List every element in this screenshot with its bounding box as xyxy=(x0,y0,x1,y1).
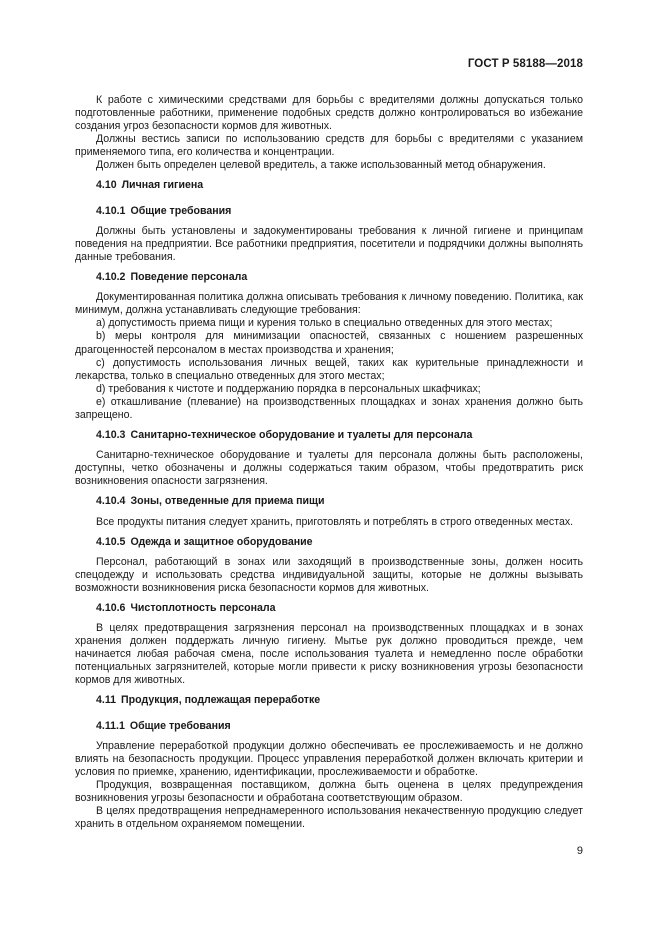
section-heading-4-10-5 xyxy=(75,536,583,549)
section-title: Зоны, отведенные для приема пищи xyxy=(130,495,325,508)
section-number: 4.10.6 xyxy=(96,602,126,614)
section-title: Личная гигиена xyxy=(121,178,204,191)
paragraph: К работе с химическими средствами для борьбы с вредителями должны допускаться только подготовленные работники, применение подобных средств должно контролироваться во избежание создания угроз безопасности кормов для животных. xyxy=(75,94,583,133)
list-item: a) допустимость приема пищи и курения только в специально отведенных для этого местах; xyxy=(96,317,553,330)
section-number: 4.10.5 xyxy=(96,535,126,548)
section-heading-4-10-2 xyxy=(75,271,583,284)
section-number: 4.10.1 xyxy=(96,204,126,217)
section-number: 4.10.4 xyxy=(96,495,126,508)
section-number: 4.10 xyxy=(96,178,117,191)
page-number: 9 xyxy=(576,845,583,857)
section-heading-4-10-6 xyxy=(75,602,583,615)
paragraph: Продукция, возвращенная поставщиком, должна быть оценена в целях предупреждения возникновения угрозы безопасности и обработана соответствующим образом. xyxy=(75,779,583,805)
section-heading-4-10-4 xyxy=(75,495,583,508)
document-body xyxy=(75,94,583,831)
paragraph: Персонал, работающий в зонах или заходящий в производственные зоны, должен носить спецодежду и использовать средства индивидуальной защиты, которые не должны вызывать возможности возникновения риска безопасности кормов для животных. xyxy=(75,555,583,594)
section-title: Санитарно-техническое оборудование и туалеты для персонала xyxy=(130,429,473,442)
section-heading-4-11-1 xyxy=(75,720,583,733)
section-title: Поведение персонала xyxy=(130,271,248,284)
section-number: 4.11 xyxy=(96,693,117,706)
paragraph: Должны вестись записи по использованию средств для борьбы с вредителями с указанием применяемого типа, его количества и концентрации. xyxy=(75,133,583,159)
section-heading-4-10 xyxy=(75,179,583,192)
paragraph: В целях предотвращения непреднамеренного использования некачественную продукцию следует хранить в отдельном охраняемом помещении. xyxy=(75,805,583,831)
paragraph: Управление переработкой продукции должно обеспечивать ее прослеживаемость и не должно влиять на безопасность продукции. Процесс управления переработкой должен включать критерии и условия по приемке, хранению, идентификации, прослеживаемости и обработке. xyxy=(75,739,583,778)
section-number: 4.10.3 xyxy=(96,429,126,442)
list-item: e) откашливание (плевание) на производственных площадках и зонах хранения должно быть запрещено. xyxy=(75,395,583,421)
list-item: d) требования к чистоте и поддержанию порядка в персональных шкафчиках; xyxy=(96,382,481,395)
list-item: b) меры контроля для минимизации опасностей, связанных с ношением разрешенных драгоценностей персоналом в местах производства и хранения; xyxy=(75,330,583,356)
list-item: c) допустимость использования личных вещей, таких как курительные принадлежности и лекарства, только в специально отведенных для этого местах; xyxy=(75,356,583,382)
section-number: 4.11.1 xyxy=(96,719,125,732)
section-heading-4-11 xyxy=(75,694,583,707)
section-title: Продукция, подлежащая переработке xyxy=(121,693,321,706)
section-title: Чистоплотность персонала xyxy=(130,602,276,614)
paragraph: Санитарно-техническое оборудование и туалеты для персонала должны быть расположены, доступны, четко обозначены и должны содержаться таким образом, чтобы предотвратить риск возникновения опасности загрязнения. xyxy=(75,449,583,488)
section-title: Одежда и защитное оборудование xyxy=(130,535,313,548)
section-heading-4-10-3 xyxy=(75,429,583,442)
standard-number: ГОСТ Р 58188—2018 xyxy=(467,58,583,70)
paragraph: В целях предотвращения загрязнения персонал на производственных площадках и в зонах хранения должен поддержать личную гигиену. Мытье рук должно проводиться прежде, чем начинается любая рабочая смена, после использования туалета и немедленно после обработки потенциальных загрязнителей, которые могли привести к риску возникновения угрозы безопасности кормов для животных. xyxy=(75,622,583,687)
section-heading-4-10-1 xyxy=(75,205,583,218)
paragraph: Все продукты питания следует хранить, приготовлять и потреблять в строго отведенных местах. xyxy=(96,515,574,528)
paragraph: Должны быть установлены и задокументированы требования к личной гигиене и принципам поведения на предприятии. Все работники предприятия, посетители и подрядчики должны выполнять данные требования. xyxy=(75,224,583,263)
paragraph: Документированная политика должна описывать требования к личному поведению. Политика, как минимум, должна устанавливать следующие требования: xyxy=(75,291,583,317)
section-title: Общие требования xyxy=(130,204,232,217)
section-title: Общие требования xyxy=(129,719,231,732)
paragraph: Должен быть определен целевой вредитель, а также использованный метод обнаружения. xyxy=(96,159,546,172)
section-number: 4.10.2 xyxy=(96,271,126,284)
